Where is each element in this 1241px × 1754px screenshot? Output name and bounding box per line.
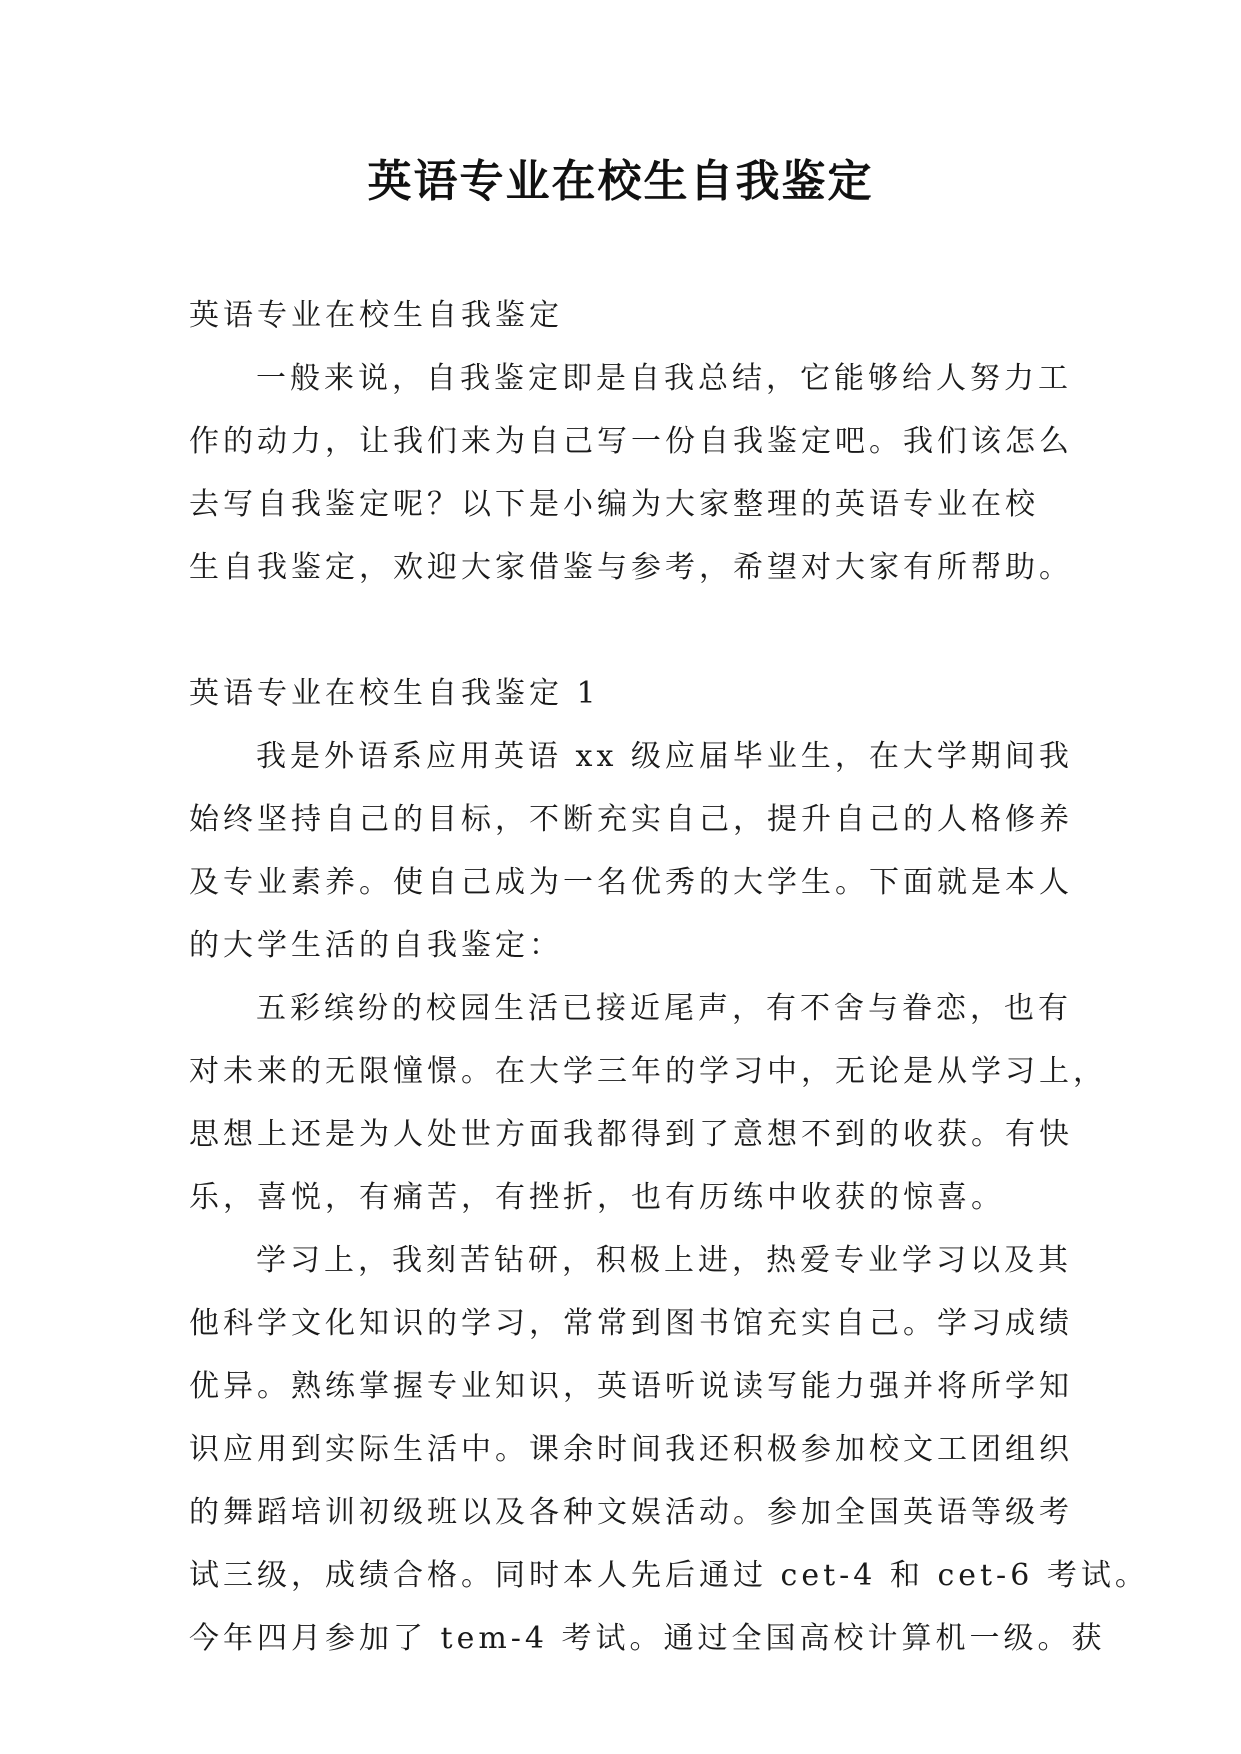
paragraph-line: 今年四月参加了 tem-4 考试。通过全国高校计算机一级。获: [189, 1621, 1106, 1656]
document-body: [189, 284, 1149, 1670]
section-paragraph-2: [189, 977, 1107, 1229]
intro-line: 作的动力，让我们来为自己写一份自我鉴定吧。我们该怎么: [189, 424, 1073, 459]
paragraph-line: 优异。熟练掌握专业知识，英语听说读写能力强并将所学知: [189, 1369, 1073, 1404]
paragraph-line: 学习上，我刻苦钻研，积极上进，热爱专业学习以及其: [256, 1243, 1072, 1278]
paragraph-line: 识应用到实际生活中。课余时间我还积极参加校文工团组织: [189, 1432, 1073, 1467]
intro-line: 一般来说，自我鉴定即是自我总结，它能够给人努力工: [256, 361, 1072, 396]
paragraph-line: 思想上还是为人处世方面我都得到了意想不到的收获。有快: [189, 1117, 1073, 1152]
paragraph-line: 试三级，成绩合格。同时本人先后通过 cet-4 和 cet-6 考试。: [189, 1558, 1149, 1593]
section-spacer: [189, 599, 1049, 662]
paragraph-line: 的舞蹈培训初级班以及各种文娱活动。参加全国英语等级考: [189, 1495, 1073, 1530]
paragraph-line: 的大学生活的自我鉴定：: [189, 928, 563, 963]
document-title: 英语专业在校生自我鉴定: [367, 156, 874, 207]
section-paragraph-3: [189, 1229, 1149, 1670]
intro-paragraph: [189, 347, 1073, 599]
paragraph-line: 他科学文化知识的学习，常常到图书馆充实自己。学习成绩: [189, 1306, 1073, 1341]
paragraph-line: 我是外语系应用英语 xx 级应届毕业生，在大学期间我: [256, 739, 1073, 774]
section-paragraph-1: [189, 725, 1073, 977]
intro-heading: 英语专业在校生自我鉴定: [189, 298, 563, 333]
intro-line: 去写自我鉴定呢？以下是小编为大家整理的英语专业在校: [189, 487, 1039, 522]
intro-line: 生自我鉴定，欢迎大家借鉴与参考，希望对大家有所帮助。: [189, 550, 1073, 585]
paragraph-line: 五彩缤纷的校园生活已接近尾声，有不舍与眷恋，也有: [256, 991, 1072, 1026]
paragraph-line: 对未来的无限憧憬。在大学三年的学习中，无论是从学习上，: [189, 1054, 1107, 1089]
paragraph-line: 及专业素养。使自己成为一名优秀的大学生。下面就是本人: [189, 865, 1073, 900]
paragraph-line: 始终坚持自己的目标，不断充实自己，提升自己的人格修养: [189, 802, 1073, 837]
paragraph-line: 乐，喜悦，有痛苦，有挫折，也有历练中收获的惊喜。: [189, 1180, 1005, 1215]
section-heading: 英语专业在校生自我鉴定 1: [189, 676, 600, 711]
